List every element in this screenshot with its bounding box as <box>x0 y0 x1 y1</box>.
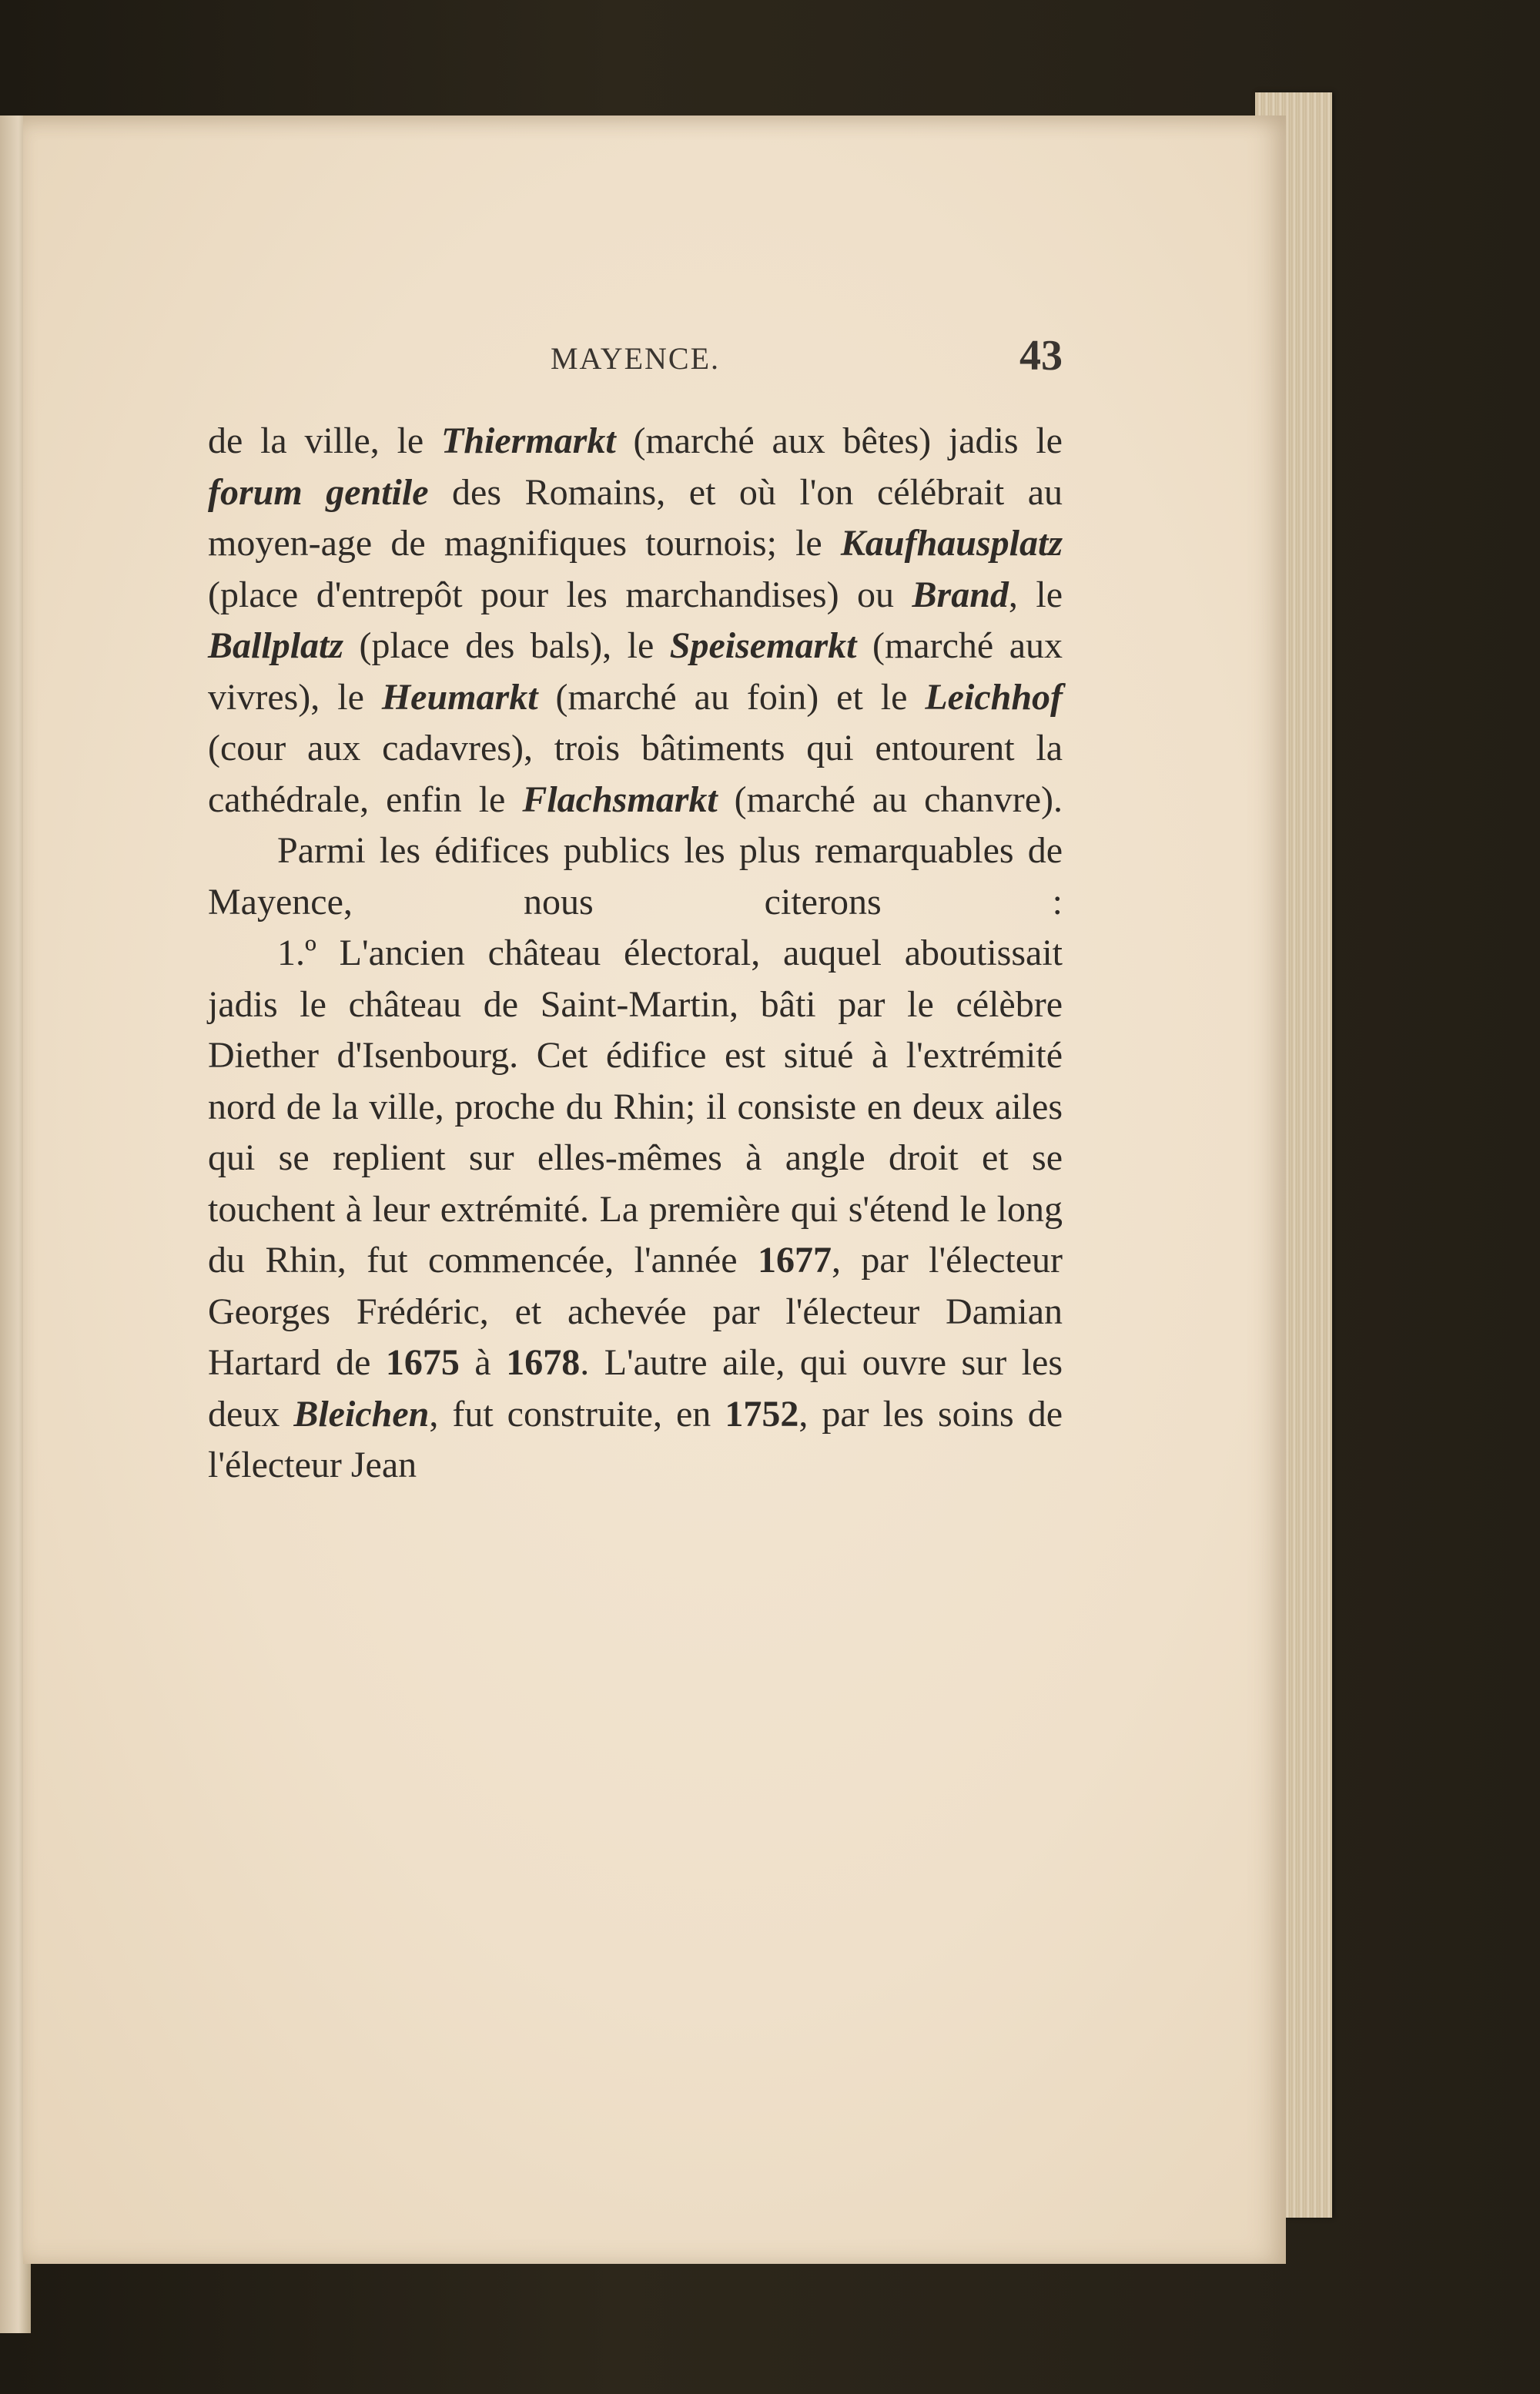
text-segment: (place d'entrepôt pour les marchandises) ou <box>208 574 912 615</box>
text-segment: (marché au foin) et le <box>537 676 926 718</box>
text-segment: , par les soins de l'électeur Jean <box>208 1393 1063 1485</box>
text-segment: à <box>459 1342 507 1383</box>
text-segment: des Romains, et où l'on célébrait au moyen-age de magnifiques tournois; le <box>208 471 1063 564</box>
page-header <box>208 331 1063 393</box>
german-term: Speisemarkt <box>669 625 857 666</box>
text-segment: , par l'électeur Georges Frédéric, et achevée par l'électeur Damian Hartard de <box>208 1240 1063 1383</box>
german-term: Bleichen <box>293 1393 430 1435</box>
running-title: MAYENCE. <box>550 341 721 376</box>
text-segment: (marché aux vivres), le <box>208 625 1063 718</box>
german-term: Heumarkt <box>381 676 538 718</box>
text-segment: . L'autre aile, qui ouvre sur les deux <box>208 1342 1063 1435</box>
text-segment: (marché au chanvre). <box>717 778 1063 820</box>
text-segment: 1.º L'ancien château électoral, auquel aboutissait jadis le château de Saint-Martin, bâti par le célèbre Diether d'Isenbourg. Cet édifice est situé à l'extrémité nord de la ville, proche du Rhin; il consiste en deux ailes qui se replient sur elles-mêmes à angle droit et se touchent à leur extrémité. La première qui s'étend le long du Rhin, fut commencée, l'année <box>208 932 1063 1281</box>
text-segment: , fut construite, en <box>429 1393 725 1435</box>
german-term: Ballplatz <box>208 625 344 666</box>
year: 1752 <box>725 1393 799 1435</box>
german-term: Brand <box>912 574 1009 615</box>
text-segment: , le <box>1008 574 1063 615</box>
year: 1675 <box>385 1342 460 1383</box>
body-text <box>208 416 1063 1492</box>
year: 1678 <box>506 1342 581 1383</box>
text-segment: Parmi les édifices publics les plus remarquables de Mayence, nous citerons : <box>208 830 1063 922</box>
paragraph-3 <box>208 928 1063 1492</box>
text-segment: (cour aux cadavres), trois bâtiments qui entourent la cathédrale, enfin le <box>208 728 1063 820</box>
german-term: Kaufhausplatz <box>840 523 1063 564</box>
text-segment: de la ville, le <box>208 420 441 461</box>
page-number: 43 <box>1019 332 1063 380</box>
text-segment: (place des bals), le <box>343 625 670 666</box>
german-term: Flachsmarkt <box>522 778 718 820</box>
paragraph-1 <box>208 416 1063 825</box>
latin-term: forum gentile <box>208 471 429 513</box>
german-term: Thiermarkt <box>441 420 616 461</box>
year: 1677 <box>757 1240 832 1281</box>
paragraph-2 <box>208 825 1063 928</box>
text-segment: (marché aux bêtes) jadis le <box>615 420 1063 461</box>
german-term: Leichhof <box>925 676 1063 718</box>
